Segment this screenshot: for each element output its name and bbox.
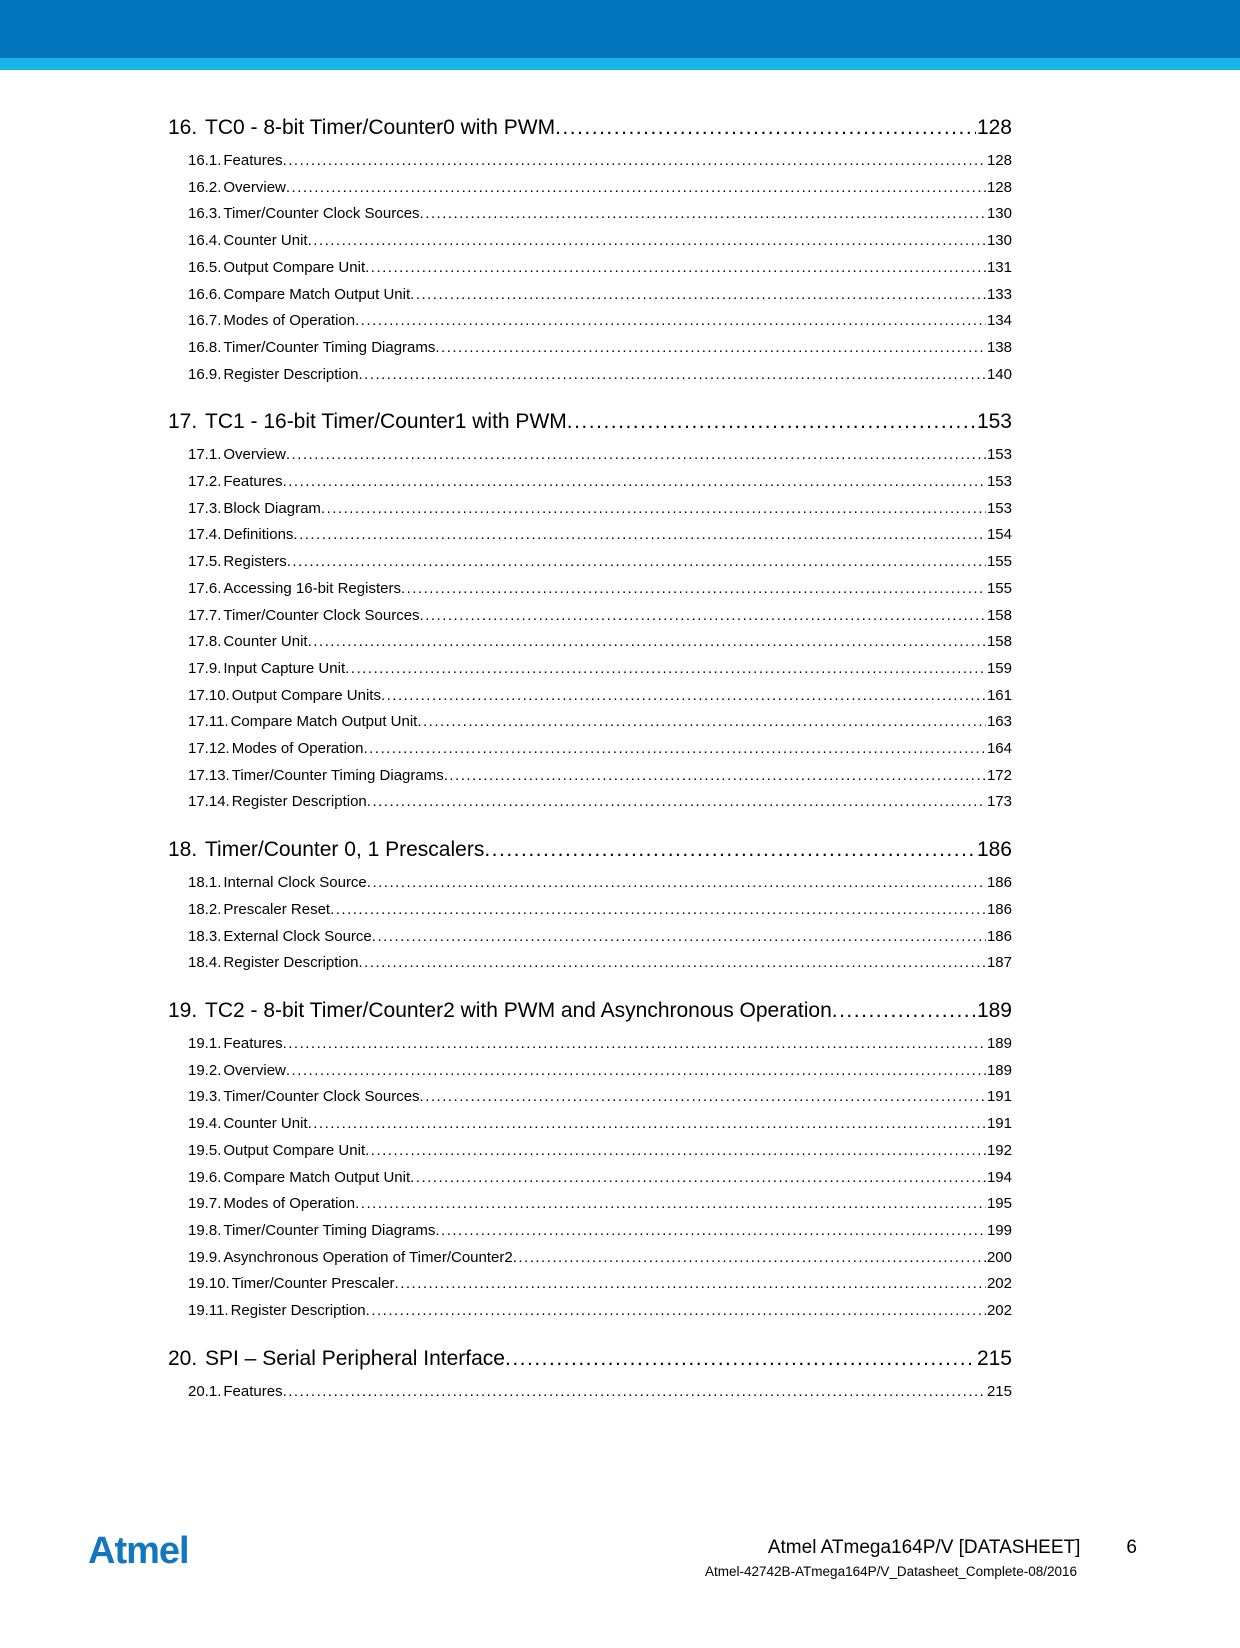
- toc-entry[interactable]: [188, 308, 1012, 335]
- toc-item-title: Prescaler Reset: [223, 900, 331, 918]
- dot-leader: [321, 496, 986, 523]
- toc-item-title: Compare Match Output Unit: [223, 285, 411, 303]
- toc-item-number: 17.13.: [188, 766, 230, 784]
- toc-item-title: Timer/Counter Clock Sources: [223, 1088, 420, 1106]
- toc-item-page: 189: [986, 1061, 1012, 1079]
- toc-item-title: Modes of Operation: [231, 740, 364, 758]
- toc-item-page: 153: [986, 446, 1012, 464]
- toc-item-page: 128: [986, 152, 1012, 169]
- dot-leader: [513, 1245, 986, 1272]
- toc-item-number: 17.2.: [188, 473, 222, 491]
- dot-leader: [366, 1298, 986, 1325]
- dot-leader: [293, 522, 986, 549]
- toc-entry[interactable]: [188, 870, 1012, 897]
- toc-entry[interactable]: [188, 496, 1012, 523]
- dot-leader: [435, 335, 986, 362]
- dot-leader: [484, 836, 976, 864]
- toc-item-number: 17.4.: [188, 526, 222, 544]
- toc-item-number: 19.6.: [188, 1168, 222, 1186]
- toc-item-title: TC1 - 16-bit Timer/Counter1 with PWM: [205, 410, 567, 434]
- toc-entry-list: [168, 1031, 1012, 1325]
- toc-item-title: Timer/Counter 0, 1 Prescalers: [205, 838, 485, 862]
- toc-entry[interactable]: [188, 656, 1012, 683]
- toc-entry[interactable]: [188, 282, 1012, 309]
- toc-item-number: 20.1.: [188, 1382, 222, 1400]
- toc-item-number: 16.2.: [188, 178, 222, 196]
- dot-leader: [417, 709, 986, 736]
- toc-item-page: 134: [986, 312, 1012, 330]
- toc-item-title: Features: [223, 1034, 283, 1052]
- toc-entry[interactable]: [188, 1111, 1012, 1138]
- toc-item-number: 18.3.: [188, 927, 222, 945]
- toc-item-title: Output Compare Unit: [223, 1141, 366, 1159]
- toc-item-number: 18.4.: [188, 954, 222, 972]
- toc-entry[interactable]: [188, 709, 1012, 736]
- dot-leader: [358, 950, 986, 977]
- footer-page-number: 6: [1126, 1537, 1137, 1558]
- toc-item-page: 202: [986, 1275, 1012, 1293]
- toc-entry[interactable]: [188, 736, 1012, 763]
- toc-section: [168, 1345, 1012, 1406]
- toc-entry[interactable]: [188, 1138, 1012, 1165]
- toc-entry-list: [168, 148, 1012, 388]
- toc-entry[interactable]: [188, 1271, 1012, 1298]
- dot-leader: [567, 408, 976, 436]
- toc-item-page: 130: [986, 205, 1012, 223]
- toc-item-page: 153: [986, 473, 1012, 491]
- toc-item-title: Counter Unit: [223, 232, 308, 250]
- toc-entry[interactable]: [188, 1084, 1012, 1111]
- toc-entry-list: [168, 870, 1012, 977]
- dot-leader: [401, 576, 986, 603]
- toc-item-title: Block Diagram: [223, 499, 321, 517]
- dot-leader: [365, 255, 986, 282]
- dot-leader: [283, 148, 986, 175]
- toc-item-title: Overview: [223, 178, 286, 196]
- toc-item-page: 189: [976, 998, 1012, 1022]
- dot-leader: [381, 683, 986, 710]
- toc-item-number: 19.7.: [188, 1195, 222, 1213]
- footer-right: [768, 1537, 1137, 1559]
- toc-item-title: Compare Match Output Unit: [230, 713, 418, 731]
- toc-item-title: Counter Unit: [223, 1115, 308, 1133]
- toc-item-page: 138: [986, 338, 1012, 356]
- toc-item-title: Input Capture Unit: [223, 659, 346, 677]
- toc-item-page: 186: [976, 838, 1012, 862]
- dot-leader: [367, 789, 986, 816]
- atmel-logo: Atmel: [88, 1530, 189, 1572]
- dot-leader: [372, 924, 986, 951]
- toc-item-number: 16.1.: [188, 152, 222, 169]
- toc-item-title: Counter Unit: [223, 633, 308, 651]
- toc-item-page: 128: [986, 178, 1012, 196]
- dot-leader: [410, 282, 986, 309]
- dot-leader: [358, 362, 986, 389]
- footer-doc-title: Atmel ATmega164P/V [DATASHEET]: [767, 1537, 1081, 1558]
- toc-item-number: 19.10.: [188, 1275, 230, 1293]
- toc-item-page: 191: [986, 1115, 1012, 1133]
- toc-item-number: 19.4.: [188, 1115, 222, 1133]
- toc-item-page: 192: [986, 1141, 1012, 1159]
- toc-item-number: 17.7.: [188, 606, 222, 624]
- toc-section-heading[interactable]: [168, 1345, 1012, 1373]
- dot-leader: [355, 1191, 986, 1218]
- toc-item-page: 173: [986, 793, 1012, 811]
- toc-item-page: 158: [986, 633, 1012, 651]
- toc-entry[interactable]: [188, 1191, 1012, 1218]
- toc-item-title: Register Description: [223, 954, 359, 972]
- toc-item-number: 16.6.: [188, 285, 222, 303]
- dot-leader: [345, 656, 986, 683]
- dot-leader: [365, 1138, 986, 1165]
- toc-item-title: TC2 - 8-bit Timer/Counter2 with PWM and Asynchronous Operation: [205, 998, 832, 1022]
- toc-item-page: 215: [986, 1382, 1012, 1400]
- toc-item-number: 17.10.: [188, 686, 230, 704]
- toc-item-number: 17.14.: [188, 793, 230, 811]
- toc-item-number: 16.7.: [188, 312, 222, 330]
- toc-item-title: Overview: [223, 1061, 286, 1079]
- toc-item-page: 128: [976, 116, 1012, 139]
- table-of-contents: [168, 114, 1012, 1425]
- footer-doc-id: Atmel-42742B-ATmega164P/V_Datasheet_Complete-08/2016: [705, 1564, 1077, 1579]
- toc-entry[interactable]: [188, 1058, 1012, 1085]
- header-bar: [0, 0, 1240, 58]
- dot-leader: [420, 603, 986, 630]
- toc-entry[interactable]: [188, 1298, 1012, 1325]
- dot-leader: [286, 1058, 986, 1085]
- toc-entry-list: [168, 442, 1012, 816]
- toc-entry[interactable]: [188, 522, 1012, 549]
- toc-item-title: Overview: [223, 446, 286, 464]
- toc-section-heading[interactable]: [168, 408, 1012, 436]
- toc-entry[interactable]: [188, 576, 1012, 603]
- toc-item-number: 17.: [168, 410, 198, 434]
- toc-item-page: 186: [986, 900, 1012, 918]
- toc-item-title: Features: [223, 152, 283, 169]
- toc-item-number: 16.8.: [188, 338, 222, 356]
- toc-item-page: 153: [976, 410, 1012, 434]
- toc-item-title: Features: [223, 473, 283, 491]
- toc-item-number: 19.: [168, 998, 198, 1022]
- toc-entry[interactable]: [188, 469, 1012, 496]
- toc-item-page: 215: [976, 1346, 1012, 1370]
- toc-item-page: 163: [986, 713, 1012, 731]
- toc-section: [168, 836, 1012, 977]
- toc-item-page: 202: [986, 1302, 1012, 1320]
- toc-item-number: 17.9.: [188, 659, 222, 677]
- toc-item-page: 153: [986, 499, 1012, 517]
- toc-item-number: 18.2.: [188, 900, 222, 918]
- toc-item-number: 17.11.: [188, 713, 229, 731]
- toc-item-number: 16.3.: [188, 205, 222, 223]
- toc-item-page: 186: [986, 927, 1012, 945]
- toc-item-number: 16.9.: [188, 365, 222, 383]
- toc-entry[interactable]: [188, 603, 1012, 630]
- toc-item-title: Modes of Operation: [223, 1195, 356, 1213]
- toc-item-page: 131: [986, 258, 1012, 276]
- toc-item-title: TC0 - 8-bit Timer/Counter0 with PWM: [205, 116, 556, 139]
- toc-entry[interactable]: [188, 1379, 1012, 1406]
- toc-item-title: Timer/Counter Clock Sources: [223, 606, 420, 624]
- toc-item-title: Modes of Operation: [223, 312, 356, 330]
- dot-leader: [832, 997, 976, 1025]
- toc-item-page: 172: [986, 766, 1012, 784]
- toc-entry[interactable]: [188, 950, 1012, 977]
- toc-item-number: 19.9.: [188, 1248, 222, 1266]
- toc-item-page: 187: [986, 954, 1012, 972]
- toc-item-title: Timer/Counter Prescaler: [231, 1275, 395, 1293]
- toc-item-page: 194: [986, 1168, 1012, 1186]
- toc-item-number: 16.5.: [188, 258, 222, 276]
- dot-leader: [435, 1218, 986, 1245]
- dot-leader: [410, 1165, 986, 1192]
- dot-leader: [308, 228, 986, 255]
- toc-item-title: Register Description: [223, 365, 359, 383]
- toc-item-title: Asynchronous Operation of Timer/Counter2: [223, 1248, 513, 1266]
- toc-entry[interactable]: [188, 789, 1012, 816]
- toc-item-title: Timer/Counter Clock Sources: [223, 205, 420, 223]
- toc-item-number: 19.3.: [188, 1088, 222, 1106]
- dot-leader: [367, 870, 986, 897]
- toc-entry[interactable]: [188, 629, 1012, 656]
- toc-section: [168, 114, 1012, 388]
- toc-item-page: 158: [986, 606, 1012, 624]
- toc-entry[interactable]: [188, 1245, 1012, 1272]
- toc-entry-list: [168, 1379, 1012, 1406]
- toc-entry[interactable]: [188, 201, 1012, 228]
- toc-item-number: 18.: [168, 838, 198, 862]
- toc-item-number: 17.6.: [188, 579, 222, 597]
- toc-item-number: 17.1.: [188, 446, 222, 464]
- toc-entry[interactable]: [188, 175, 1012, 202]
- dot-leader: [330, 897, 986, 924]
- toc-item-number: 17.5.: [188, 553, 222, 571]
- toc-item-number: 19.8.: [188, 1221, 222, 1239]
- toc-item-number: 19.1.: [188, 1034, 222, 1052]
- toc-item-title: Timer/Counter Timing Diagrams: [223, 1221, 436, 1239]
- toc-item-title: Timer/Counter Timing Diagrams: [231, 766, 444, 784]
- toc-item-number: 19.5.: [188, 1141, 222, 1159]
- dot-leader: [444, 763, 986, 790]
- dot-leader: [308, 629, 986, 656]
- toc-item-number: 18.1.: [188, 874, 222, 892]
- toc-item-number: 19.2.: [188, 1061, 222, 1079]
- toc-item-title: Output Compare Units: [231, 686, 381, 704]
- toc-item-title: Timer/Counter Timing Diagrams: [223, 338, 436, 356]
- toc-entry[interactable]: [188, 897, 1012, 924]
- toc-item-number: 20.: [168, 1346, 198, 1370]
- toc-item-number: 16.: [168, 116, 198, 139]
- toc-item-number: 17.3.: [188, 499, 222, 517]
- dot-leader: [555, 114, 976, 142]
- toc-item-page: 140: [986, 365, 1012, 383]
- toc-item-number: 16.4.: [188, 232, 222, 250]
- dot-leader: [395, 1271, 986, 1298]
- toc-entry[interactable]: [188, 924, 1012, 951]
- toc-item-title: Features: [223, 1382, 283, 1400]
- toc-item-title: External Clock Source: [223, 927, 372, 945]
- toc-item-page: 155: [986, 553, 1012, 571]
- toc-item-page: 159: [986, 659, 1012, 677]
- toc-item-page: 189: [986, 1034, 1012, 1052]
- toc-item-title: Registers: [223, 553, 287, 571]
- dot-leader: [355, 308, 986, 335]
- toc-entry[interactable]: [188, 148, 1012, 175]
- toc-entry[interactable]: [188, 763, 1012, 790]
- dot-leader: [286, 442, 986, 469]
- dot-leader: [505, 1345, 976, 1373]
- toc-item-title: Internal Clock Source: [223, 874, 367, 892]
- toc-item-page: 133: [986, 285, 1012, 303]
- toc-entry[interactable]: [188, 255, 1012, 282]
- toc-entry[interactable]: [188, 442, 1012, 469]
- toc-item-page: 154: [986, 526, 1012, 544]
- header-accent-stripe: [0, 58, 1240, 70]
- dot-leader: [420, 201, 986, 228]
- toc-item-page: 161: [986, 686, 1012, 704]
- dot-leader: [286, 175, 986, 202]
- toc-section-heading[interactable]: [168, 997, 1012, 1025]
- toc-item-page: 164: [986, 740, 1012, 758]
- toc-section: [168, 408, 1012, 816]
- toc-section-heading[interactable]: [168, 836, 1012, 864]
- toc-item-title: Accessing 16-bit Registers: [223, 579, 401, 597]
- toc-item-title: Definitions: [223, 526, 294, 544]
- dot-leader: [283, 469, 986, 496]
- dot-leader: [308, 1111, 986, 1138]
- dot-leader: [420, 1084, 986, 1111]
- toc-entry[interactable]: [188, 683, 1012, 710]
- toc-entry[interactable]: [188, 549, 1012, 576]
- toc-entry[interactable]: [188, 362, 1012, 389]
- dot-leader: [363, 736, 986, 763]
- toc-section-heading[interactable]: [168, 114, 1012, 142]
- toc-entry[interactable]: [188, 228, 1012, 255]
- toc-item-title: Compare Match Output Unit: [223, 1168, 411, 1186]
- toc-item-title: SPI – Serial Peripheral Interface: [205, 1346, 505, 1370]
- toc-item-page: 130: [986, 232, 1012, 250]
- toc-item-page: 199: [986, 1221, 1012, 1239]
- toc-item-page: 200: [986, 1248, 1012, 1266]
- toc-item-page: 155: [986, 579, 1012, 597]
- toc-item-page: 186: [986, 874, 1012, 892]
- toc-section: [168, 997, 1012, 1325]
- toc-item-page: 195: [986, 1195, 1012, 1213]
- toc-item-title: Register Description: [230, 1302, 366, 1320]
- toc-item-title: Output Compare Unit: [223, 258, 366, 276]
- toc-item-number: 17.8.: [188, 633, 222, 651]
- toc-item-number: 19.11.: [188, 1302, 229, 1320]
- dot-leader: [283, 1379, 986, 1406]
- toc-entry[interactable]: [188, 1218, 1012, 1245]
- dot-leader: [287, 549, 986, 576]
- toc-item-number: 17.12.: [188, 740, 230, 758]
- dot-leader: [283, 1031, 986, 1058]
- toc-item-title: Register Description: [231, 793, 367, 811]
- toc-entry[interactable]: [188, 1165, 1012, 1192]
- toc-entry[interactable]: [188, 335, 1012, 362]
- toc-item-page: 191: [986, 1088, 1012, 1106]
- toc-entry[interactable]: [188, 1031, 1012, 1058]
